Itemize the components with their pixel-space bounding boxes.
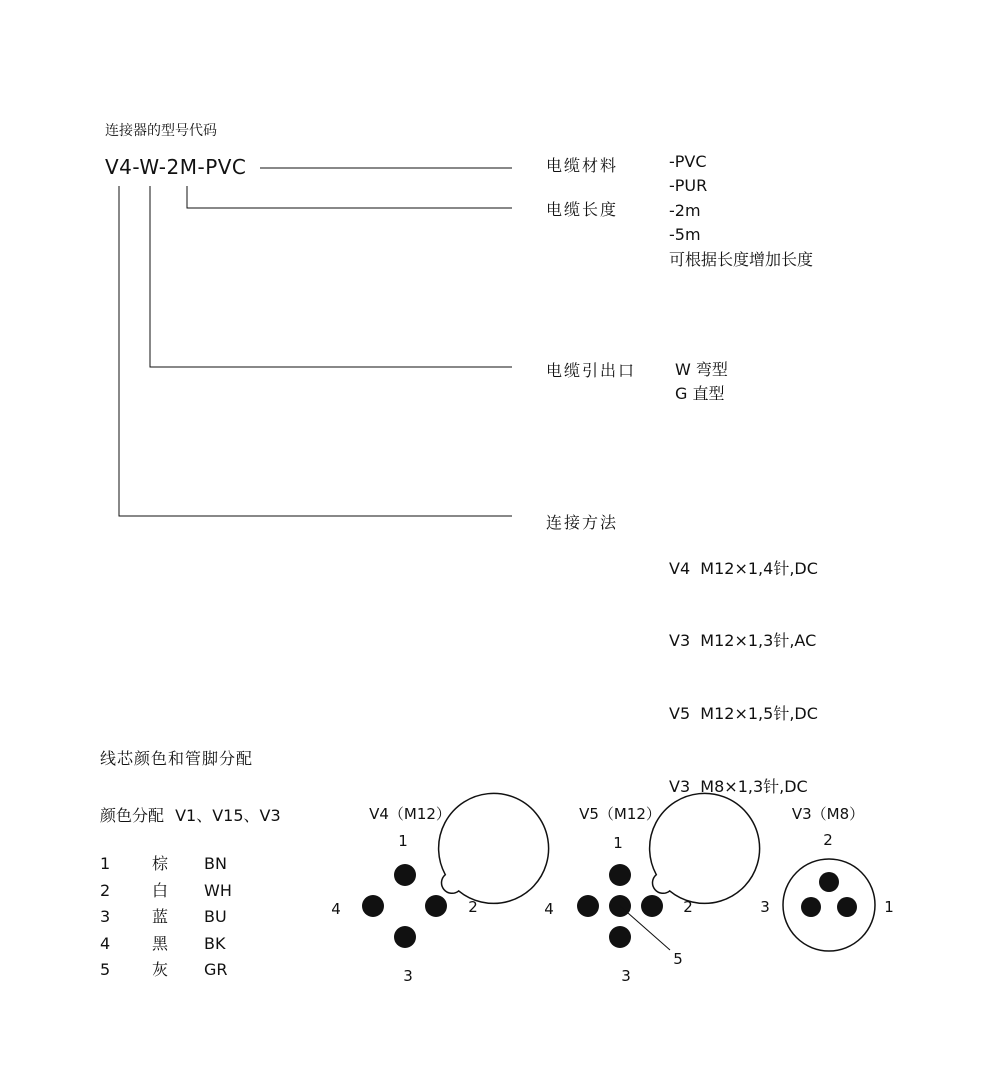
pin-label: 2 bbox=[823, 831, 833, 849]
option-value: V4 M12×1,4针,DC bbox=[669, 558, 818, 578]
color-code: BN bbox=[204, 854, 227, 873]
connector-body bbox=[439, 793, 549, 903]
option-value: -2m bbox=[669, 201, 701, 220]
connector-v5-m12 bbox=[544, 793, 759, 985]
wiring-heading: 线芯颜色和管脚分配 bbox=[100, 749, 254, 768]
option-value: V3 M8×1,3针,DC bbox=[669, 777, 808, 797]
pin-label: 1 bbox=[398, 832, 408, 850]
option-value: -PVC bbox=[669, 152, 707, 171]
pin-label: 1 bbox=[884, 898, 894, 916]
color-name: 灰 bbox=[152, 960, 169, 979]
color-code: WH bbox=[204, 880, 232, 900]
color-code: BK bbox=[204, 933, 226, 953]
pin-4 bbox=[362, 895, 384, 917]
model-code-heading: 连接器的型号代码 bbox=[105, 123, 217, 139]
pin-1 bbox=[394, 864, 416, 886]
color-num: 4 bbox=[100, 933, 111, 953]
color-code: BU bbox=[204, 907, 227, 926]
pin-1 bbox=[609, 864, 631, 886]
color-name: 白 bbox=[152, 880, 169, 900]
option-value: V5 M12×1,5针,DC bbox=[669, 704, 818, 724]
option-value: -5m bbox=[669, 225, 701, 245]
pin-2 bbox=[425, 895, 447, 917]
pin-label: 4 bbox=[331, 900, 341, 918]
pin-label: 2 bbox=[468, 898, 478, 916]
pin-1 bbox=[837, 897, 857, 917]
pin-label: 3 bbox=[621, 967, 631, 985]
color-name: 黑 bbox=[152, 933, 169, 953]
color-name: 棕 bbox=[152, 854, 169, 873]
connector-title: V4（M12） bbox=[369, 805, 451, 823]
option-value: V3 M12×1,3针,AC bbox=[669, 631, 817, 651]
model-code: V4-W-2M-PVC bbox=[105, 155, 247, 179]
color-num: 2 bbox=[100, 880, 111, 900]
pin-label: 5 bbox=[673, 950, 683, 968]
pin-2 bbox=[819, 872, 839, 892]
pin-3 bbox=[394, 926, 416, 948]
option-label-cable-outlet: 电缆引出口 bbox=[546, 361, 637, 380]
option-value: W 弯型 bbox=[675, 360, 728, 379]
option-value: -PUR bbox=[669, 176, 708, 196]
pin-label: 3 bbox=[760, 898, 770, 916]
option-value: 可根据长度增加长度 bbox=[669, 249, 814, 269]
pin-label: 3 bbox=[403, 967, 413, 985]
color-num: 3 bbox=[100, 907, 111, 926]
pin-3 bbox=[801, 897, 821, 917]
pin-2 bbox=[641, 895, 663, 917]
pin-label: 1 bbox=[613, 834, 623, 852]
color-name: 蓝 bbox=[152, 907, 169, 926]
pin-label: 2 bbox=[683, 898, 693, 916]
option-value: G 直型 bbox=[675, 384, 725, 404]
connector-title: V5（M12） bbox=[579, 805, 661, 823]
option-label-connection-method: 连接方法 bbox=[546, 513, 619, 532]
color-num: 1 bbox=[100, 854, 111, 873]
connector-v4-m12 bbox=[331, 793, 548, 985]
color-code: GR bbox=[204, 960, 228, 979]
connector-v3-m8 bbox=[760, 805, 894, 951]
option-label-cable-length: 电缆长度 bbox=[546, 200, 619, 219]
connector-body bbox=[650, 793, 760, 903]
color-assignment-models: V1、V15、V3 bbox=[175, 806, 281, 825]
connector-title: V3（M8） bbox=[791, 805, 865, 823]
pin-3 bbox=[609, 926, 631, 948]
pin-4 bbox=[577, 895, 599, 917]
color-assignment-label: 颜色分配 bbox=[100, 806, 165, 825]
pin-label: 4 bbox=[544, 900, 554, 918]
option-label-cable-material: 电缆材料 bbox=[546, 156, 619, 175]
color-num: 5 bbox=[100, 960, 111, 979]
